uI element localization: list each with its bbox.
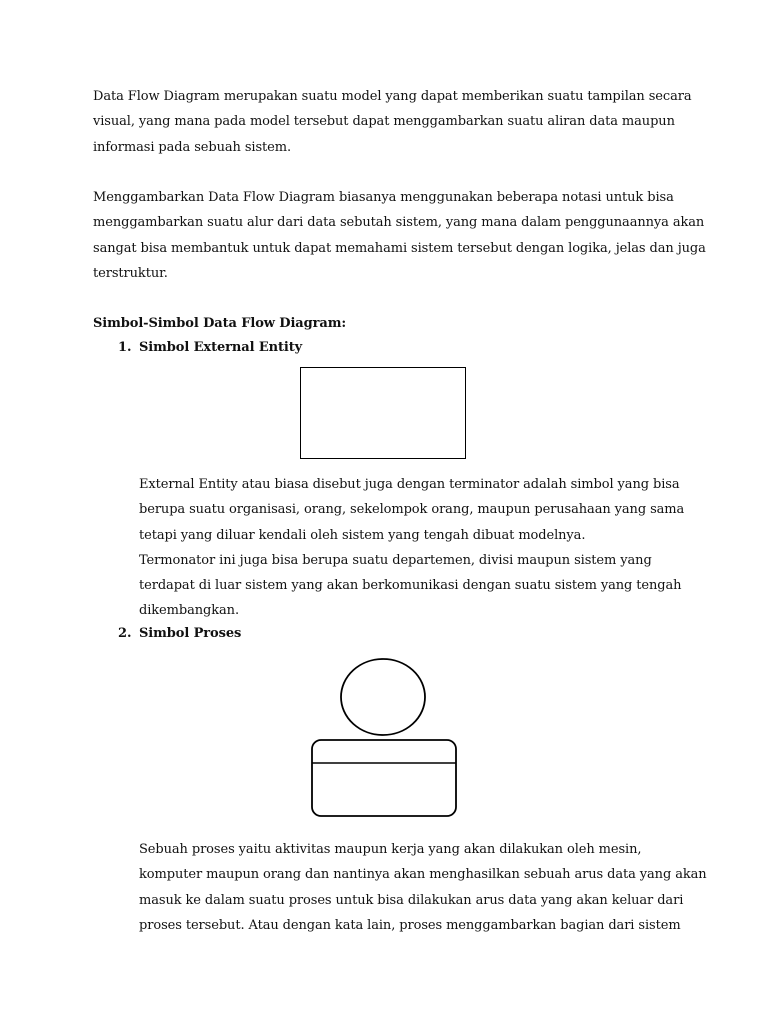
text-line: Termonator ini juga bisa berupa suatu departemen, divisi maupun sistem yang (139, 552, 652, 568)
text-line: terstruktur. (93, 265, 168, 281)
intro-paragraph-1 (93, 84, 692, 160)
section-heading: Simbol-Simbol Data Flow Diagram: (93, 316, 347, 331)
text-line: Sebuah proses yaitu aktivitas maupun kerja yang akan dilakukan oleh mesin, (139, 842, 642, 857)
text-line: visual, yang mana pada model tersebut dapat menggambarkan suatu aliran data maupun (93, 114, 675, 130)
text-line: masuk ke dalam suatu proses untuk bisa dilakukan arus data yang akan keluar dari (139, 892, 684, 908)
external-entity-description (139, 472, 699, 624)
process-circle (341, 659, 425, 735)
list-title: Simbol External Entity (139, 340, 303, 355)
process-symbol-icon (296, 657, 472, 823)
list-title: Simbol Proses (139, 626, 242, 641)
text-line: terdapat di luar sistem yang akan berkomunikasi dengan suatu sistem yang tengah (139, 578, 682, 594)
text-line: informasi pada sebuah sistem. (93, 139, 291, 155)
list-number: 2. (118, 626, 132, 641)
text-line: Data Flow Diagram merupakan suatu model yang dapat memberikan suatu tampilan secara (93, 89, 692, 104)
text-line: proses tersebut. Atau dengan kata lain, proses menggambarkan bagian dari sistem (139, 917, 681, 933)
text-line: External Entity atau biasa disebut juga dengan terminator adalah simbol yang bisa (139, 477, 680, 492)
text-line: sangat bisa membantuk untuk dapat memahami sistem tersebut dengan logika, jelas dan juga (93, 240, 706, 256)
external-entity-rectangle-icon (300, 367, 466, 459)
text-line: berupa suatu organisasi, orang, sekelompok orang, maupun perusahaan yang sama (139, 502, 685, 518)
intro-paragraph-2 (93, 185, 706, 286)
process-description (139, 837, 707, 938)
text-line: Menggambarkan Data Flow Diagram biasanya menggunakan beberapa notasi untuk bisa (93, 190, 674, 205)
text-line: dikembangkan. (139, 603, 239, 619)
text-line: komputer maupun orang dan nantinya akan menghasilkan sebuah arus data yang akan (139, 867, 707, 883)
text-line: menggambarkan suatu alur dari data sebutah sistem, yang mana dalam penggunaannya akan (93, 215, 705, 231)
list-number: 1. (118, 340, 132, 355)
process-rounded-rectangle (312, 740, 456, 816)
text-line: tetapi yang diluar kendali oleh sistem yang tengah dibuat modelnya. (139, 527, 586, 543)
